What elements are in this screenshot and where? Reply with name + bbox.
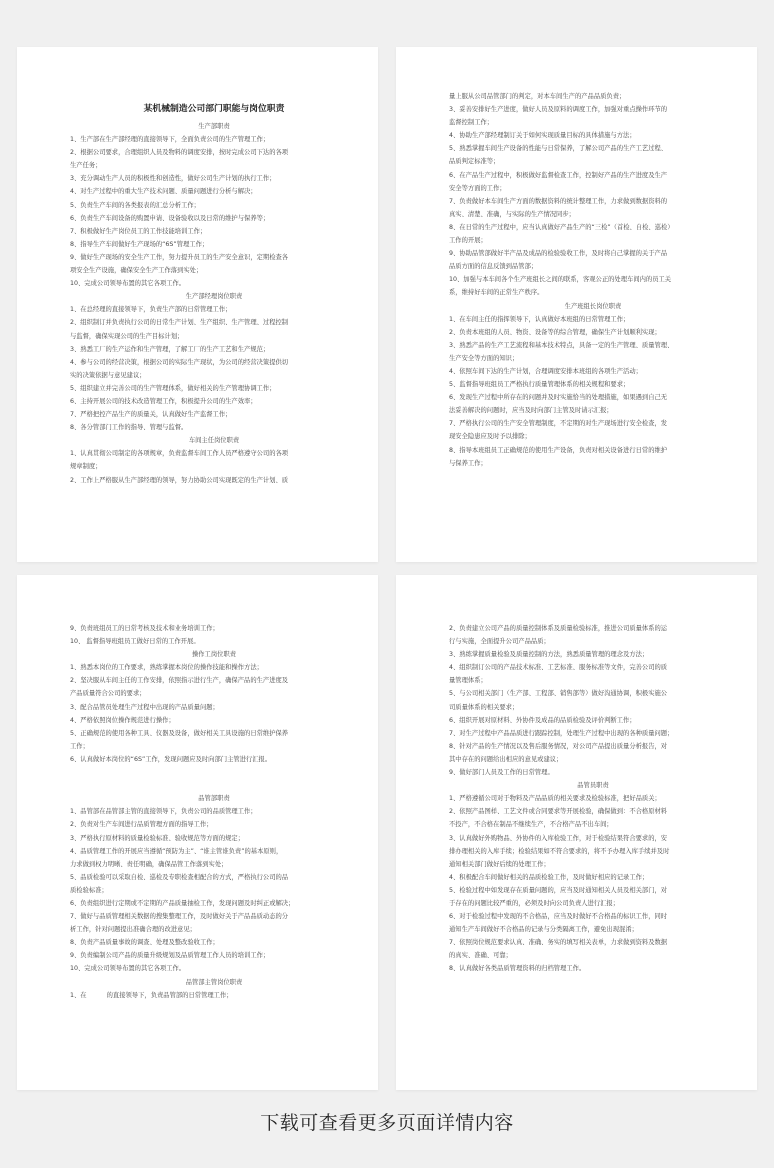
text-line: 3、认真做好外购物品、外协件的入库检验工作，对于检验结果符合要求的，安 — [449, 834, 668, 842]
text-line: 7、负责做好本车间生产方面的数据资料的统计整理工作，力求做到数据资料的 — [449, 197, 668, 205]
text-line: 4、参与公司的经营决策，根据公司的实际生产现状，为公司的经营决策提供切 — [70, 358, 289, 366]
text-line: 3、熟悉工厂的生产运作和生产管理，了解工厂的生产工艺和生产规范； — [70, 345, 270, 353]
text-line: 品质方面的信息反馈到品管部； — [449, 263, 538, 271]
text-line: 1、在车间主任的指挥领导下，认真做好本班组的日常管理工作； — [449, 315, 630, 323]
text-line: 质检验标准； — [70, 886, 108, 894]
text-line: 监督控制工作； — [449, 119, 494, 127]
text-line: 4、积极配合车间做好相关的品质检验工作，及时做好相应的记录工作； — [449, 873, 649, 881]
text-line: 7、严格执行公司的生产安全管理制度，不定期的对生产现场进行安全检查，发 — [449, 420, 668, 428]
text-line: 生产安全等方面的知识； — [449, 354, 519, 362]
text-line: 2、根据公司要求，合理组织人员及物料的调度安排，按时完成公司下达的各项 — [70, 149, 289, 157]
text-line: 8、认真做好各类品质管理资料的归档管理工作。 — [449, 965, 586, 973]
text-line: 4、严格依照岗位操作规范进行操作； — [70, 716, 175, 724]
text-line: 5、正确规范的使用各种工具、仪器及设备，做好相关工具设施的日常维护保养 — [70, 729, 289, 737]
text-line: 8、在日常的生产过程中，应当认真做好产品生产的“三检”（首检、自检、巡检） — [449, 223, 674, 231]
text-line: 3、充分调动生产人员的积极性和创造性，做好公司生产计划的执行工作； — [70, 175, 276, 183]
text-line: 现安全隐患应及时予以排除； — [449, 433, 531, 441]
text-line: 7、严格把控产品生产的质量关，认真做好生产监督工作； — [70, 411, 232, 419]
text-line: 安全等方面的工作； — [449, 184, 506, 192]
text-line: 5、检验过程中如发现存在质量问题的，应当及时通知相关人员及相关部门，对 — [449, 886, 668, 894]
section-heading: 品管部职责 — [198, 795, 230, 803]
text-line: 2、依照产品图样、工艺文件或合同要求等开展检验，确保做到：不合格原材料 — [449, 808, 668, 816]
text-line: 9、做好生产现场的安全生产工作，努力提升员工的生产安全意识，定期检查各 — [70, 253, 289, 261]
text-line: 3、熟练掌握质量检验及质量控制的方法，熟悉质量管理的理念及方法； — [449, 651, 649, 659]
text-line: 6、负责组织进行定期或不定期的产品质量抽检工作，发现问题及时纠正或解决； — [70, 899, 295, 907]
text-line: 4、依照车间下达的生产计划，合理调度安排本班组的各项生产活动； — [449, 367, 642, 375]
text-line: 项安全生产设施，确保安全生产工作落到实处； — [70, 267, 203, 275]
text-line: 10、 监督指导班组员工做好日常的工作开展。 — [70, 638, 200, 646]
document-page-1 — [17, 47, 378, 562]
text-line: 品质判定标准等； — [449, 158, 500, 166]
text-line: 析工作，针对问题提出准确合理的改进意见； — [70, 926, 196, 934]
text-line: 10、加强与本车间各个生产班组长之间的联系，客观公正的处理车间内的员工关 — [449, 276, 672, 284]
text-line: 5、熟悉掌握车间生产设备的性能与日常保养，了解公司产品的生产工艺过程、 — [449, 145, 668, 153]
text-line: 真实、清楚、准确，与实际的生产情况同步； — [449, 210, 575, 218]
page-text — [449, 622, 737, 976]
text-line: 系，维持好车间的正常生产秩序。 — [449, 289, 544, 297]
text-line: 4、品质管理工作的开展应当遵循“预防为主”、“谁主管谁负责”的基本原则， — [70, 847, 283, 855]
document-title: 某机械制造公司部门职能与岗位职责 — [143, 104, 285, 114]
text-line: 8、各分管部门工作的指导、管理与监督。 — [70, 424, 188, 432]
section-heading: 生产班组长岗位职责 — [564, 302, 622, 310]
text-line: 1、在总经理的直接领导下，负责生产部的日常管理工作； — [70, 306, 232, 314]
text-line: 6、在产品生产过程中，积极做好监督检查工作，控制好产品的生产进度及生产 — [449, 171, 668, 179]
text-line: 其中存在的问题给出相应的意见或建议； — [449, 755, 563, 763]
page-text — [449, 90, 737, 470]
download-more-link[interactable]: 下载可查看更多页面详情内容 — [260, 1112, 514, 1134]
text-line: 5、组织建立并完善公司的生产管理体系，做好相关的生产管理协调工作； — [70, 384, 276, 392]
text-line: 工作； — [70, 742, 89, 750]
text-line: 8、指导本班组员工正确规范的使用生产设备，负责对相关设备进行日常的维护 — [449, 446, 668, 454]
text-line: 3、妥善安排好生产进度，做好人员及原料的调度工作，加强对重点操作环节的 — [449, 106, 668, 114]
text-line: 3、严格执行原材料的质量检验标准、验收规范等方面的规定； — [70, 834, 245, 842]
text-line: 2、负责对生产车间进行品质管理方面的指导工作； — [70, 821, 213, 829]
text-line — [70, 766, 358, 779]
text-line: 排办理相关的入库手续；检验结果如不符合要求的，将不予办理入库手续并及时 — [449, 847, 670, 855]
text-line: 10、完成公司领导布置的其它各项工作。 — [70, 965, 186, 973]
text-line: 2、组织制订并负责执行公司的日常生产计划、生产组织、生产管理、过程控制 — [70, 319, 289, 327]
section-heading: 车间主任岗位职责 — [188, 437, 240, 445]
text-line: 实的决策依据与意见建议； — [70, 371, 146, 379]
text-line: 不投产，不合格在制品不继续生产，不合格产品不出车间； — [449, 821, 613, 829]
text-line: 与保养工作； — [449, 459, 487, 467]
text-line: 9、做好部门人员及工作的日常管理。 — [449, 769, 554, 777]
text-line: 10、完成公司领导布置的其它各项工作。 — [70, 280, 186, 288]
page-text — [70, 120, 358, 487]
text-line: 4、协助生产部经理制订关于如何实现质量目标的具体措施与方法； — [449, 132, 636, 140]
text-line: 7、对生产过程中产品品质进行跟踪控制，处理生产过程中出现的各种质量问题； — [449, 729, 674, 737]
section-heading: 操作工岗位职责 — [191, 651, 237, 659]
text-line: 1、熟悉本岗位的工作要求，熟练掌握本岗位的操作技能和操作方法； — [70, 664, 263, 672]
text-line: 行与实施，全面提升公司产品品质； — [449, 638, 550, 646]
text-line: 1、生产部在生产部经理的直接领导下，全面负责公司的生产管理工作； — [70, 136, 270, 144]
text-line: 9、负责编制公司产品的质量升级规划及品质管理工作人员的培训工作； — [70, 952, 270, 960]
text-line: 2、工作上严格服从生产部经理的领导，努力协助公司实现既定的生产计划、质 — [70, 476, 289, 484]
text-line: 9、负责班组员工的日常考核及技术和业务培训工作； — [70, 625, 219, 632]
section-heading: 品管部主管岗位职责 — [185, 978, 243, 986]
section-heading: 生产部经理岗位职责 — [185, 293, 243, 301]
section-heading: 品管员职责 — [577, 782, 609, 790]
text-line: 通知相关部门做好后续的处理工作； — [449, 860, 550, 868]
text-line: 6、组织开展对原材料、外协件及成品的品质检验及评价判断工作； — [449, 716, 636, 724]
text-line: 5、品质检验可以采取自检、巡检及专职检查相配合的方式，严格执行公司的品 — [70, 873, 289, 881]
text-line: 4、对生产过程中的重大生产技术问题、质量问题进行分析与解决； — [70, 188, 257, 196]
section-heading: 生产部职责 — [198, 123, 230, 130]
text-line: 1、严格遵循公司对于物料及产品品质的相关要求及检验标准，把好品质关； — [449, 795, 661, 803]
text-line: 2、负责建立公司产品的质量控制体系及质量检验标准，推进公司质量体系的运 — [449, 625, 668, 632]
text-line: 5、监督指导班组员工严格执行质量管理体系的相关规程和要求； — [449, 381, 630, 389]
document-page-2 — [396, 47, 757, 562]
text-line: 与监督，确保实现公司的生产目标计划； — [70, 332, 184, 340]
text-line: 1、认真贯彻公司制定的各项规章，负责监督车间工作人员严格遵守公司的各项 — [70, 450, 289, 458]
text-line: 生产任务； — [70, 162, 102, 170]
text-line: 规章制度； — [70, 463, 102, 471]
text-line: 力求做到权力明晰、责任明确，确保品管工作落到实处； — [70, 860, 228, 868]
text-line: 7、依照岗位规范要求认真、准确、务实的填写相关表单，力求做到资料及数据 — [449, 939, 668, 947]
text-line: 法妥善解决的问题时，应当及时向部门主管及时请示汇报； — [449, 407, 613, 415]
text-line: 7、做好与品质管理相关数据的搜集整理工作，及时做好关于产品品质动态的分 — [70, 913, 289, 921]
text-line: 产品质量符合公司的要求； — [70, 690, 146, 698]
text-line: 的真实、准确、可靠； — [449, 952, 512, 960]
page-text — [70, 622, 358, 1002]
document-page-4 — [396, 575, 757, 1090]
text-line: 6、认真做好本岗位的“6S”工作，发现问题应及时向部门主管进行汇报。 — [70, 755, 272, 763]
text-line: 1、在 的直接领导下，负责品管部的日常管理工作； — [70, 991, 233, 999]
text-line — [70, 779, 358, 792]
text-line: 8、针对产品的生产情况以及售后服务情况，对公司产品提出质量分析报告，对 — [449, 742, 668, 750]
text-line: 6、发现生产过程中所存在的问题并及时实施恰当的处理措施，如果遇到自己无 — [449, 394, 668, 402]
text-line: 5、负责生产车间的各类报表的汇总分析工作； — [70, 201, 200, 209]
text-line: 3、熟悉产品的生产工艺流程和基本技术特点，具备一定的生产管理、质量管理、 — [449, 341, 674, 349]
text-line: 1、品管部在品管部主管的直接领导下，负责公司的品质管理工作； — [70, 808, 257, 816]
text-line: 8、指导生产车间做好生产现场的“6S”管理工作； — [70, 240, 209, 248]
text-line: 2、负责本班组的人员、物资、设备等的综合管理，确保生产计划顺利实现； — [449, 328, 661, 336]
text-line: 6、主持开展公司的技术改造管理工作，积极提升公司的生产效率； — [70, 397, 257, 405]
text-line: 2、坚决服从车间主任的工作安排，依照指示进行生产，确保产品的生产进度及 — [70, 677, 289, 685]
text-line: 3、配合品管员处理生产过程中出现的产品质量问题； — [70, 703, 219, 711]
text-line: 于存在的问题比较严重的，必须及时向公司负责人进行汇报； — [449, 899, 620, 907]
text-line: 量上服从公司品管部门的判定，对本车间生产的产品品质负责； — [449, 93, 626, 100]
text-line: 6、对于检验过程中发现的不合格品，应当及时做好不合格品的标识工作，同时 — [449, 913, 668, 921]
text-line: 8、负责产品质量事故的调查、处理及整改验收工作； — [70, 939, 219, 947]
text-line: 7、积极做好生产岗位员工的工作技能培训工作； — [70, 227, 207, 235]
document-page-3 — [17, 575, 378, 1090]
text-line: 量管理体系； — [449, 677, 487, 685]
text-line: 6、负责生产车间设备的购置申请、设备验收以及日常的维护与保养等； — [70, 214, 270, 222]
text-line: 5、与公司相关部门（生产部、工程部、销售部等）做好沟通协调，积极实施公 — [449, 690, 668, 698]
text-line: 通知生产车间做好不合格品的记录与分类隔离工作，避免出现混淆； — [449, 926, 638, 934]
text-line: 9、协助品管部做好半产品及成品的检验验收工作，及时将自己掌握的关于产品 — [449, 250, 668, 258]
text-line: 工作的开展； — [449, 237, 487, 245]
text-line: 4、组织制订公司的产品技术标准、工艺标准、服务标准等文件，完善公司的质 — [449, 664, 668, 672]
text-line: 司质量体系的相关要求； — [449, 703, 519, 711]
